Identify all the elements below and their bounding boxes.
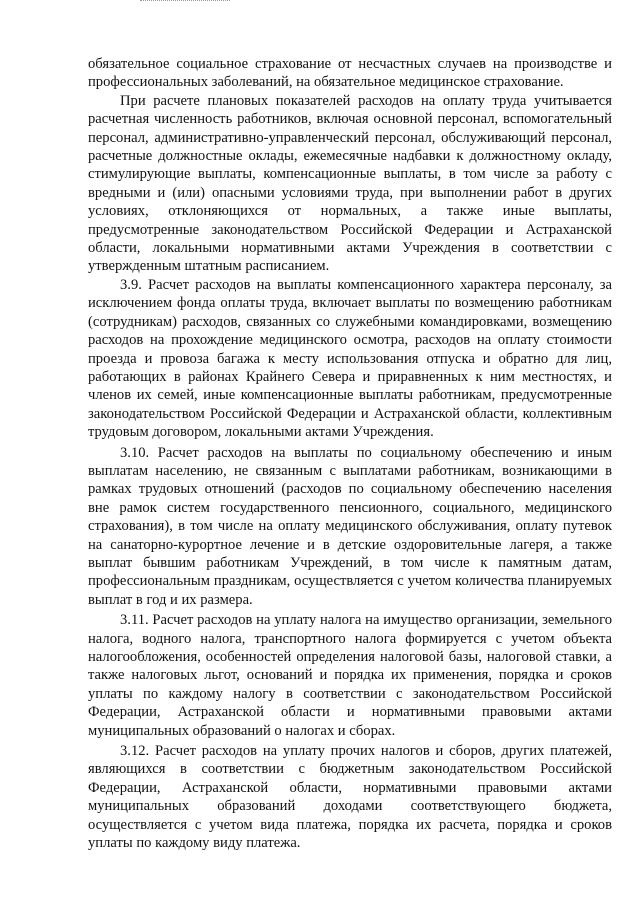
paragraph-3-12: 3.12. Расчет расходов на уплату прочих налогов и сборов, других платежей, являющихся в соответствии с бюджетным законодательством Российской Федерации, Астраханской области, нормативными правовыми актами муниципальных образований доходами соответствующего бюджета, осуществляется с учетом вида платежа, порядка их расчета, порядка и сроков уплаты по каждому виду платежа. — [88, 743, 612, 852]
document-body — [88, 55, 612, 852]
paragraph-continuation: обязательное социальное страхование от несчастных случаев на производстве и профессиональных заболеваний, на обязательное медицинское страхование. — [88, 56, 612, 91]
scan-artifact-line — [140, 0, 230, 3]
paragraph-3-11: 3.11. Расчет расходов на уплату налога на имущество организации, земельного налога, водного налога, транспортного налога формируется с учетом объекта налогообложения, особенностей определения налоговой базы, налоговой ставки, а также налоговых льгот, оснований и порядка их применения, порядка и сроков уплаты по каждому налогу в соответствии с законодательством Российской Федерации, Астраханской области и нормативными правовыми актами муниципальных образований о налогах и сборах. — [88, 612, 612, 739]
paragraph-3-10: 3.10. Расчет расходов на выплаты по социальному обеспечению и иным выплатам населению, не связанным с выплатами работникам, возникающими в рамках трудовых отношений (расходов по социальному обеспечению населения вне рамок систем государственного пенсионного, социального, медицинского страхования), в том числе на оплату медицинского обслуживания, оплату путевок на санаторно-курортное лечение и в детские оздоровительные лагеря, а также выплат бывшим работникам Учреждений, в том числе к памятным датам, профессиональным праздникам, осуществляется с учетом количества планируемых выплат в год и их размера. — [88, 444, 612, 608]
paragraph-3-9: 3.9. Расчет расходов на выплаты компенсационного характера персоналу, за исключением фонда оплаты труда, включает выплаты по возмещению работникам (сотрудникам) расходов, связанных со служебными командировками, возмещению расходов на прохождение медицинского осмотра, расходов на оплату стоимости проезда и провоза багажа к месту использования отпуска и обратно для лиц, работающих в районах Крайнего Севера и приравненных к ним местностях, и членов их семей, иные компенсационные выплаты работникам, предусмотренные законодательством Российской Федерации и Астраханской области, коллективным трудовым договором, локальными актами Учреждения. — [88, 276, 612, 441]
paragraph-labor-costs: При расчете плановых показателей расходов на оплату труда учитывается расчетная численность работников, включая основной персонал, вспомогательный персонал, административно-управленческий персонал, обслуживающий персонал, расчетные должностные оклады, ежемесячные надбавки к должностному окладу, стимулирующие выплаты, компенсационные выплаты, в том числе за работу с вредными и (или) опасными условиями труда, при выполнении работ в других условиях, отклоняющихся от нормальных, а также иные выплаты, предусмотренные законодательством Российской Федерации и Астраханской области, локальными нормативными актами Учреждения в соответствии с утвержденным штатным расписанием. — [88, 92, 612, 275]
